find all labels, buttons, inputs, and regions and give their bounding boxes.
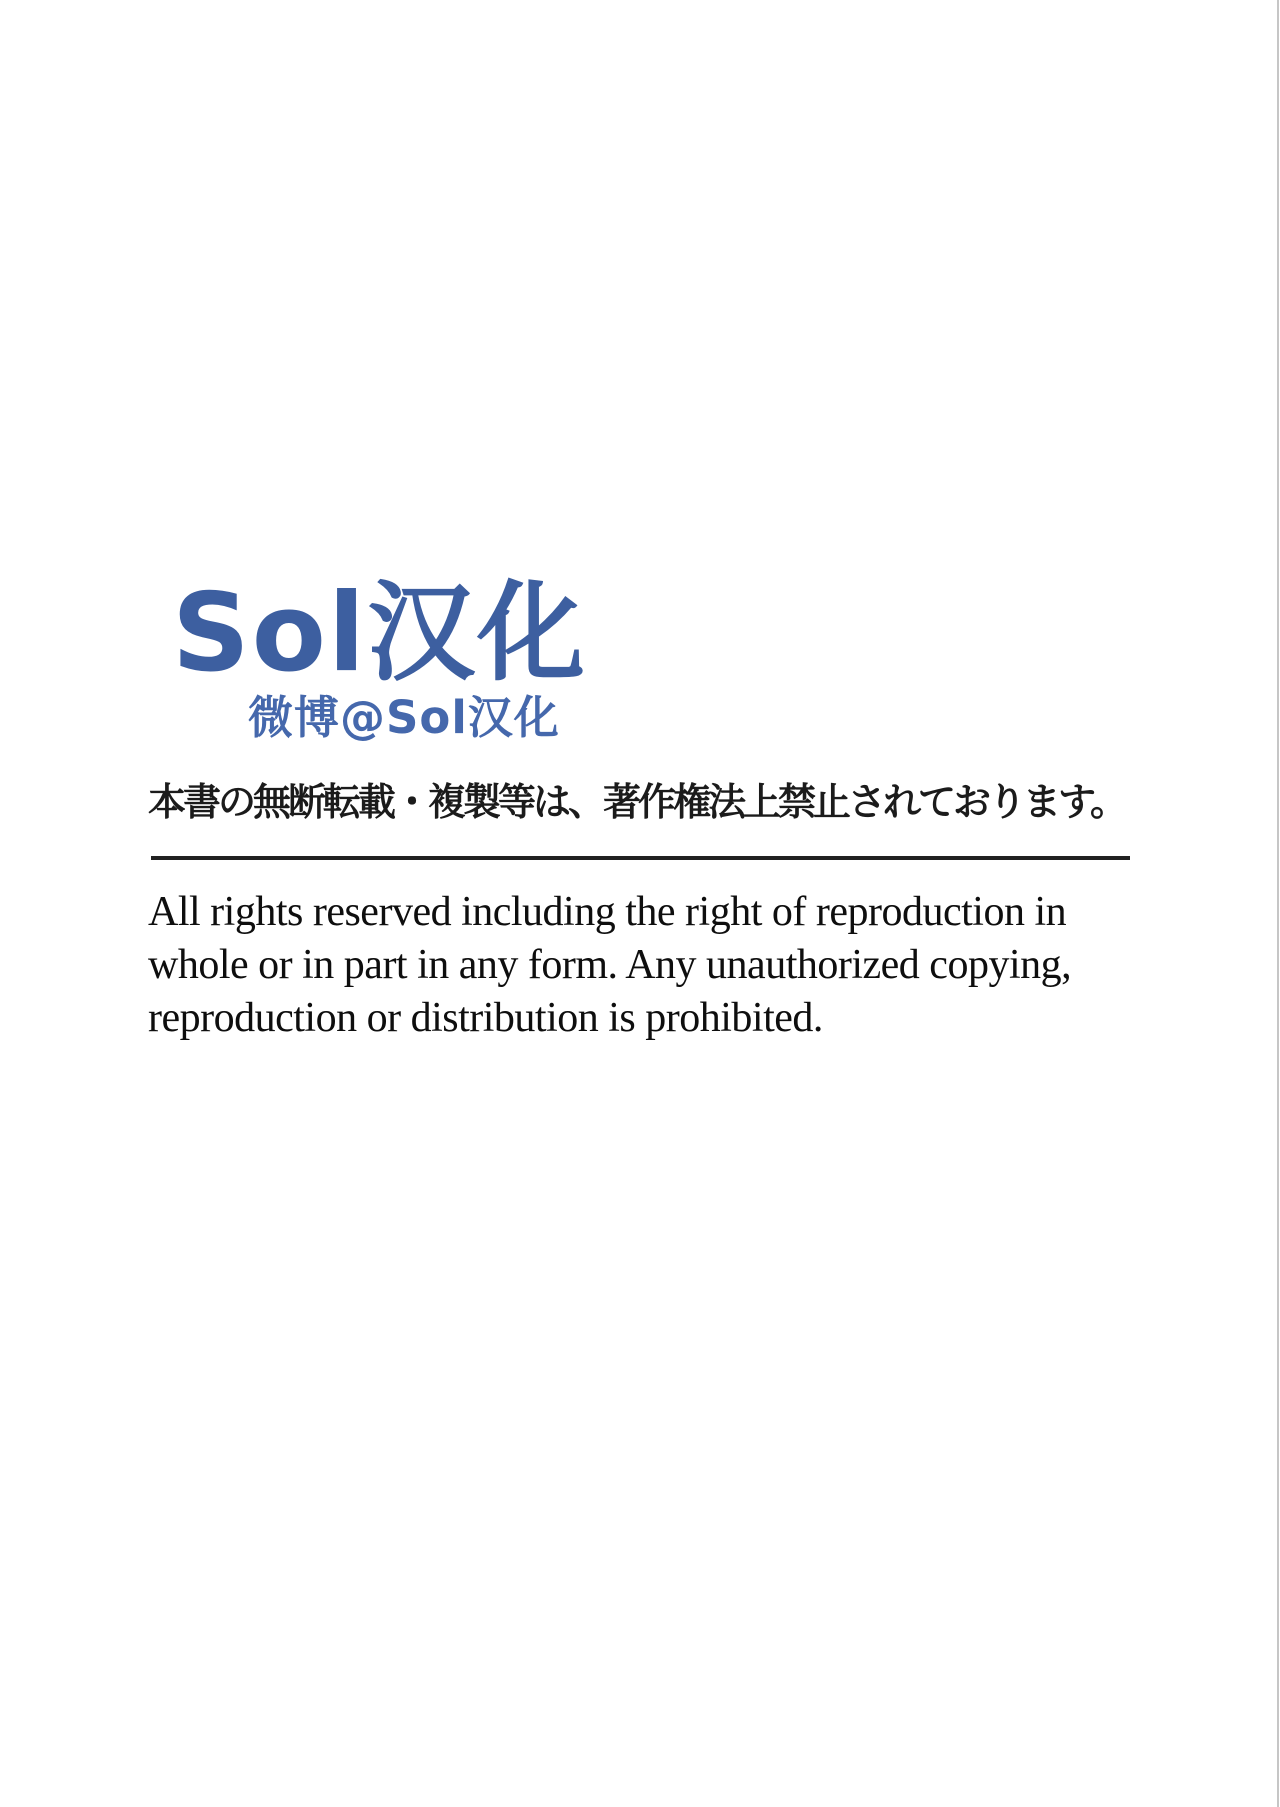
weibo-handle: 微博@Sol汉化 [248,691,560,744]
scan-edge-line [1277,0,1279,1807]
sol-scanlation-logo: Sol汉化 [172,571,588,696]
scanlation-logo-block [172,571,872,744]
english-copyright-line: All rights reserved including the right of reproduction in [148,889,1067,935]
divider-rule [151,856,1130,860]
english-copyright-line: reproduction or distribution is prohibited. [148,995,823,1041]
japanese-copyright-notice: 本書の無断転載・複製等は、著作権法上禁止されております。 [148,782,1125,824]
english-copyright-notice [148,886,1158,1045]
english-copyright-line: whole or in part in any form. Any unauthorized copying, [148,942,1072,988]
